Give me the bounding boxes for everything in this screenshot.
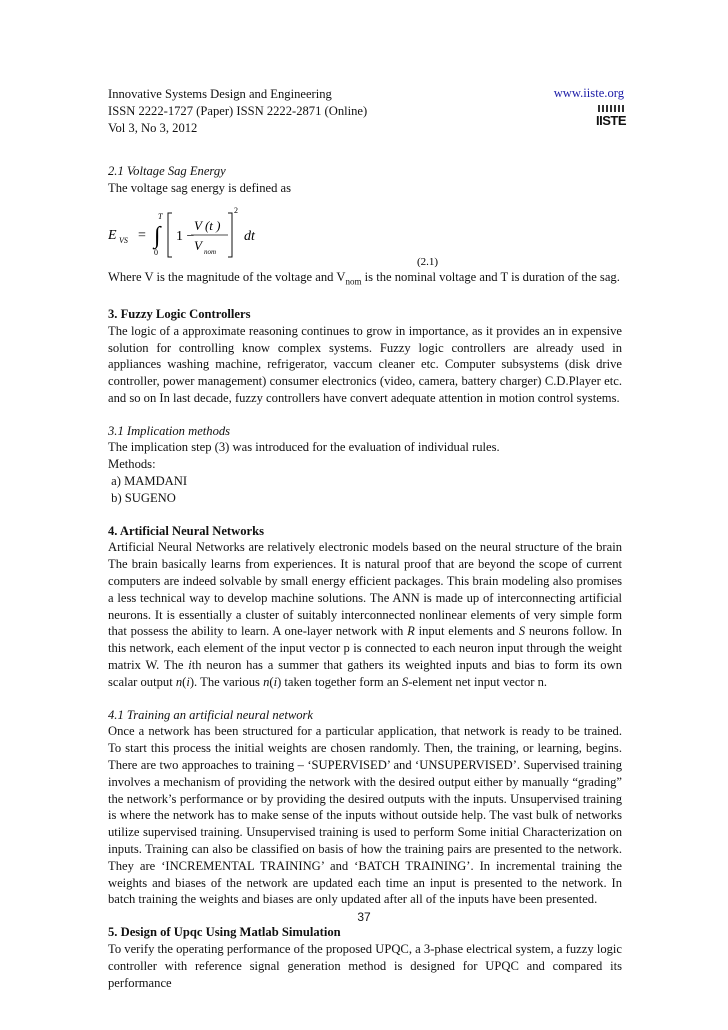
s4-text-2: input elements and [414,624,519,639]
eq-denominator-sub: nom [204,247,217,256]
eq-one-minus: 1 − [176,228,195,244]
eq-number: (2.1) [417,255,439,268]
eq-lhs: E [108,227,117,243]
page-content [108,163,622,991]
eq-numerator: V (t ) [194,217,221,233]
section-3-1-line2: Methods: [108,457,156,472]
section-3-body: The logic of a approximate reasoning continues to grow in importance, as it provides an in expensive solution for controlling know complex systems. Fuzzy logic controllers are already used in appliances washing machine, refrigerator, vaccum cleaner etc. Computer subsystems (disk drive controller, power management) consumer electronics (video, camera, battery charger) C.D.Player etc. and so on In last decade, fuzzy controllers have convert adequate attention in motion control systems. [108,323,622,405]
journal-header [108,86,367,137]
section-3-title: 3. Fuzzy Logic Controllers [108,306,251,321]
section-5-body: To verify the operating performance of the proposed UPQC, a 3-phase electrical system, a fuzzy logic controller with reference signal generation method is designed for UPQC and compared its performance [108,942,622,990]
journal-issn: ISSN 2222-1727 (Paper) ISSN 2222-2871 (Online) [108,104,368,118]
iiste-logo [596,104,626,130]
s4-ni-b: n [263,674,270,689]
equation-svg [108,197,622,269]
section-2-1-title: 2.1 Voltage Sag Energy [108,164,226,178]
section-2-1-after [108,269,622,290]
equation-2-1 [108,197,622,269]
section-3-1-item-a: a) MAMDANI [108,474,188,489]
s4-text-4: th neuron has a summer that gathers its weighted inputs and bias to form its own scalar output [108,658,622,689]
s4-R: R [407,624,415,639]
page-number: 37 [357,910,371,924]
right-bracket-icon [228,213,232,257]
journal-volume: Vol 3, No 3, 2012 [108,121,198,135]
after-text-a: Where V is the magnitude of the voltage and V [108,269,346,284]
s4-text-5: ). The various [189,674,264,689]
s4-S: S [518,624,526,639]
section-4-1-title: 4.1 Training an artificial neural network [108,707,314,722]
s4-text-3: neurons follow. In this network, each element of the input vector p is connected to each neuron input through the weight matrix W. The [108,624,622,673]
section-5-title: 5. Design of Upqc Using Matlab Simulation [108,925,341,940]
after-sub: nom [345,276,362,287]
eq-lhs-sub: VS [119,235,128,245]
section-4-title: 4. Artificial Neural Networks [108,523,264,538]
s4-text-6: ) taken together form an [277,674,402,689]
journal-title: Innovative Systems Design and Engineering [108,87,332,101]
section-4-1-body: Once a network has been structured for a particular application, that network is ready to be trained. To start this process the initial weights are chosen randomly. Then, the training, or learning, begins. There are two approaches to training – ‘SUPERVISED’ and ‘UNSUPERVISED’. Supervised training involves a mechanism of providing the network with the desired output either by manually “grading” the network’s performance or by providing the desired outputs with the inputs. Unsupervised training is where the network has to make sense of the inputs without outside help. The vast bulk of networks utilize supervised training. Unsupervised training is used to perform Some initial Characterization on inputs. Training can also be classified on basis of how the training pairs are presented to the network. They are ‘INCREMENTAL TRAINING’ and ‘BATCH TRAINING’. In incremental training the weights and biases of the network are updated each time an input is presented to the network. In batch training the weights and biases are only updated after all of the inputs have been presented. [108,724,622,907]
eq-int-lower: 0 [154,247,158,257]
logo-text: IISTE [596,113,627,128]
eq-equals: = [138,227,146,243]
eq-power: 2 [234,205,238,215]
section-2-1-intro: The voltage sag energy is defined as [108,180,292,195]
section-4-body: Artificial Neural Networks are relatively electronic models based on the neural structure of the brain The brain basically learns from experiences. It is natural proof that are beyond the scope of current computers are indeed solvable by small energy efficient packages. This brain modeling also promises a less technical way to develop machine solutions. The ANN is made up of interconnecting artificial neurons. It is essentially a cluster of suitably interconnected nonlinear elements of very simple form that possess the ability to learn. A one-layer network with R input elements and S neurons follow. In this network, each element of the input vector p is connected to each neuron input through the weight matrix W. The ith neuron has a summer that gathers its weighted inputs and bias to form its own scalar output n(i). The various n(i) taken together form an S-element net input vector n. [108,540,622,689]
s4-ni: n [175,674,183,689]
s4-text-1: Artificial Neural Networks are relatively electronic models based on the neural structure of the brain The brain basically learns from experiences. It is natural proof that are beyond the scope of current computers are indeed solvable by small energy efficient packages. This brain modeling also promises a less technical way to develop machine solutions. The ANN is made up of interconnecting artificial neurons. It is essentially a cluster of suitably interconnected nonlinear elements of very simple form that possess the ability to learn. A one-layer network with [108,540,622,639]
s4-ni-i: i [186,674,190,689]
eq-int-upper: T [158,211,163,221]
logo-bars-icon [598,105,624,112]
section-3-1-title: 3.1 Implication methods [108,423,231,438]
after-text-b: is the nominal voltage and T is duration of the sag. [361,269,620,284]
integral-icon: ∫ [154,222,161,249]
s4-ni-b-i: i [273,674,278,689]
section-3-1-line1: The implication step (3) was introduced for the evaluation of individual rules. [108,440,500,455]
s4-text-7: -element net input vector n. [408,674,548,689]
journal-url-link[interactable]: www.iiste.org [553,86,624,100]
eq-dt: dt [244,228,255,244]
s4-ith: i [188,658,192,673]
section-3-1-item-b: b) SUGENO [108,490,176,505]
eq-denominator: V [194,237,202,253]
s4-S2: S [401,674,409,689]
left-bracket-icon [168,213,172,257]
